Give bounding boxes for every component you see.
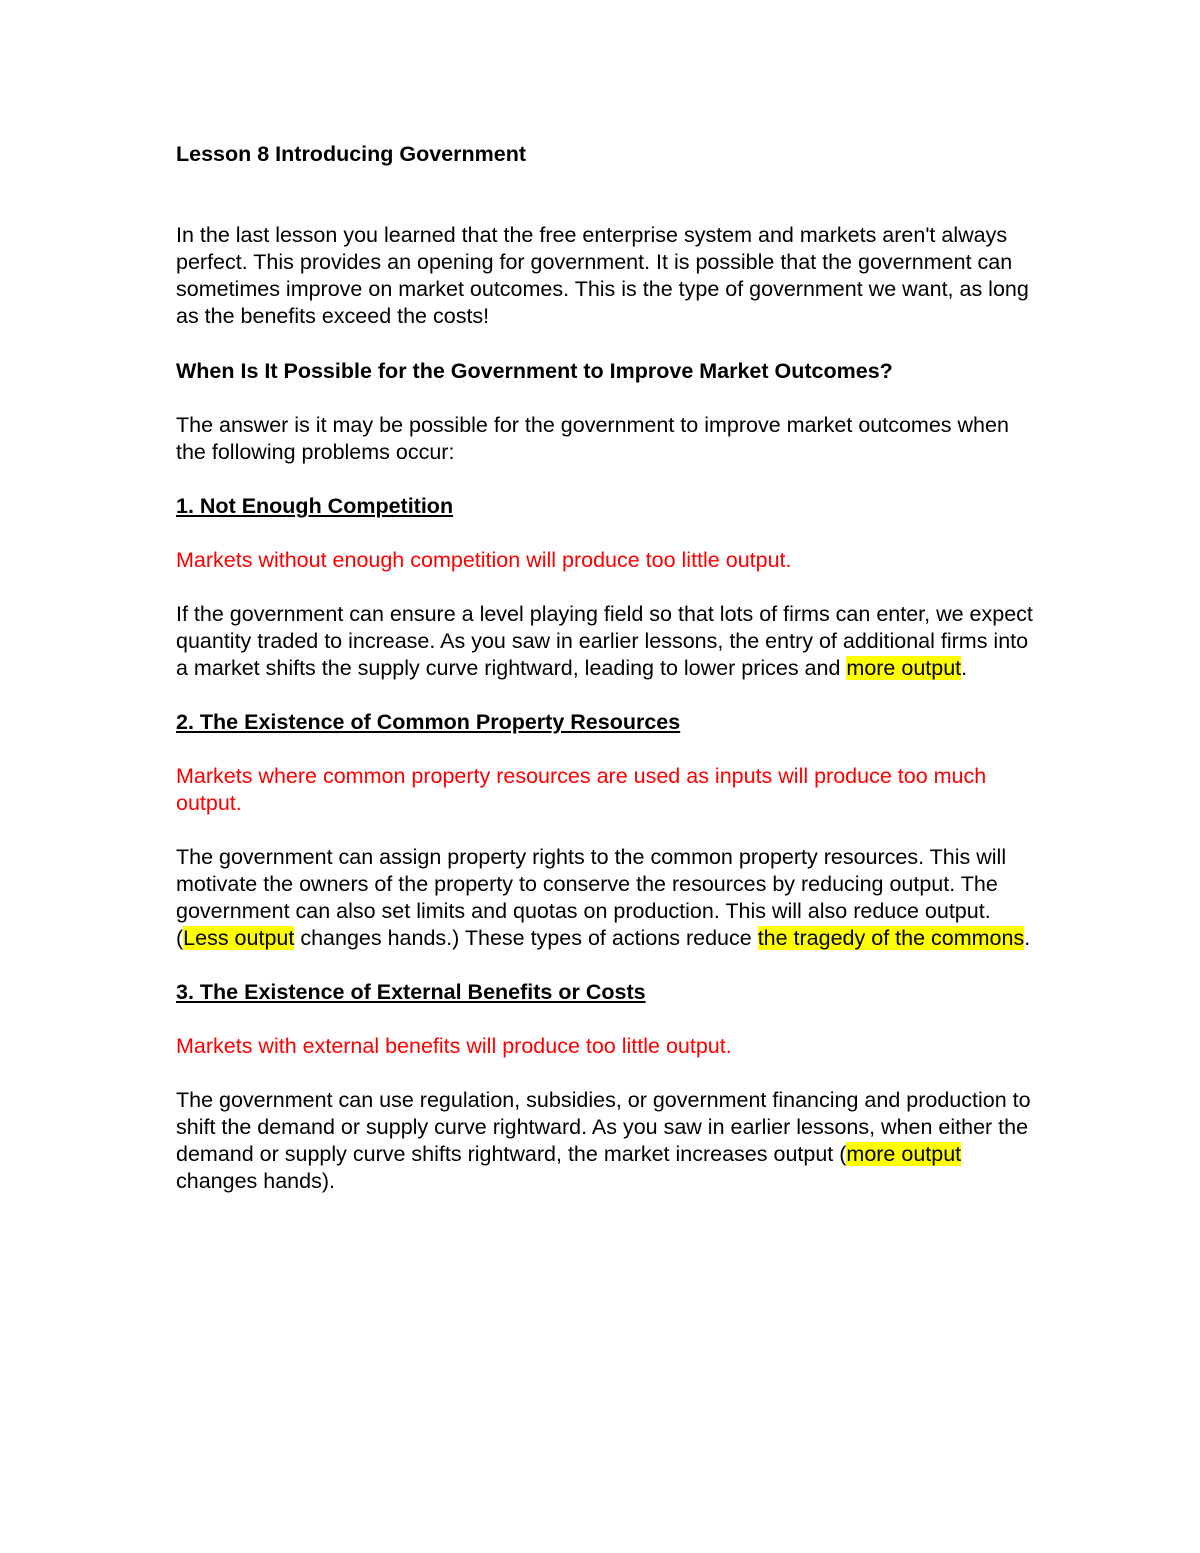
highlighted-text-2: the tragedy of the commons: [757, 926, 1025, 950]
section-body: [176, 1087, 1036, 1195]
intro-paragraph: In the last lesson you learned that the free enterprise system and markets aren't always perfect. This provides an opening for government. It is possible that the government can sometimes improve on market outcomes. This is the type of government we want, as long as the benefits exceed the costs!: [176, 223, 1029, 328]
section-heading: 3. The Existence of External Benefits or Costs: [176, 980, 646, 1004]
highlighted-text: more output: [846, 1142, 962, 1166]
section-external-benefits-costs: [176, 979, 1036, 1195]
body-text-end: .: [1024, 926, 1031, 950]
section-key-point: Markets without enough competition will produce too little output.: [176, 548, 792, 572]
highlighted-text: more output: [846, 656, 962, 680]
answer-paragraph: The answer is it may be possible for the government to improve market outcomes when the following problems occur:: [176, 413, 1009, 464]
highlighted-text: Less output: [183, 926, 295, 950]
section-heading: 1. Not Enough Competition: [176, 494, 454, 518]
section-not-enough-competition: [176, 493, 1036, 682]
body-text: The government can use regulation, subsidies, or government financing and production to shift the demand or supply curve rightward. As you saw in earlier lessons, when either the demand or supply curve shifts rightward, the market increases output (: [176, 1088, 1031, 1166]
body-text-end: .: [961, 656, 968, 680]
body-text: The government can assign property rights to the common property resources. This will motivate the owners of the property to conserve the resources by reducing output. The government can also set limits and quotas on production. This will also reduce output. (: [176, 845, 1007, 950]
section-key-point: Markets where common property resources are used as inputs will produce too much output.: [176, 764, 987, 815]
section-key-point: Markets with external benefits will produce too little output.: [176, 1034, 732, 1058]
document-page: [176, 141, 1036, 1222]
section-body: [176, 844, 1036, 952]
section-common-property-resources: [176, 709, 1036, 952]
body-text: If the government can ensure a level playing field so that lots of firms can enter, we expect quantity traded to increase. As you saw in earlier lessons, the entry of additional firms into a market shifts the supply curve rightward, leading to lower prices and: [176, 602, 1033, 680]
page-title: Lesson 8 Introducing Government: [176, 142, 527, 166]
body-text-middle: changes hands.) These types of actions reduce: [294, 926, 758, 950]
question-heading: When Is It Possible for the Government to Improve Market Outcomes?: [176, 359, 893, 383]
section-heading: 2. The Existence of Common Property Resources: [176, 710, 681, 734]
section-body: [176, 601, 1036, 682]
body-text-end: changes hands).: [176, 1169, 335, 1193]
